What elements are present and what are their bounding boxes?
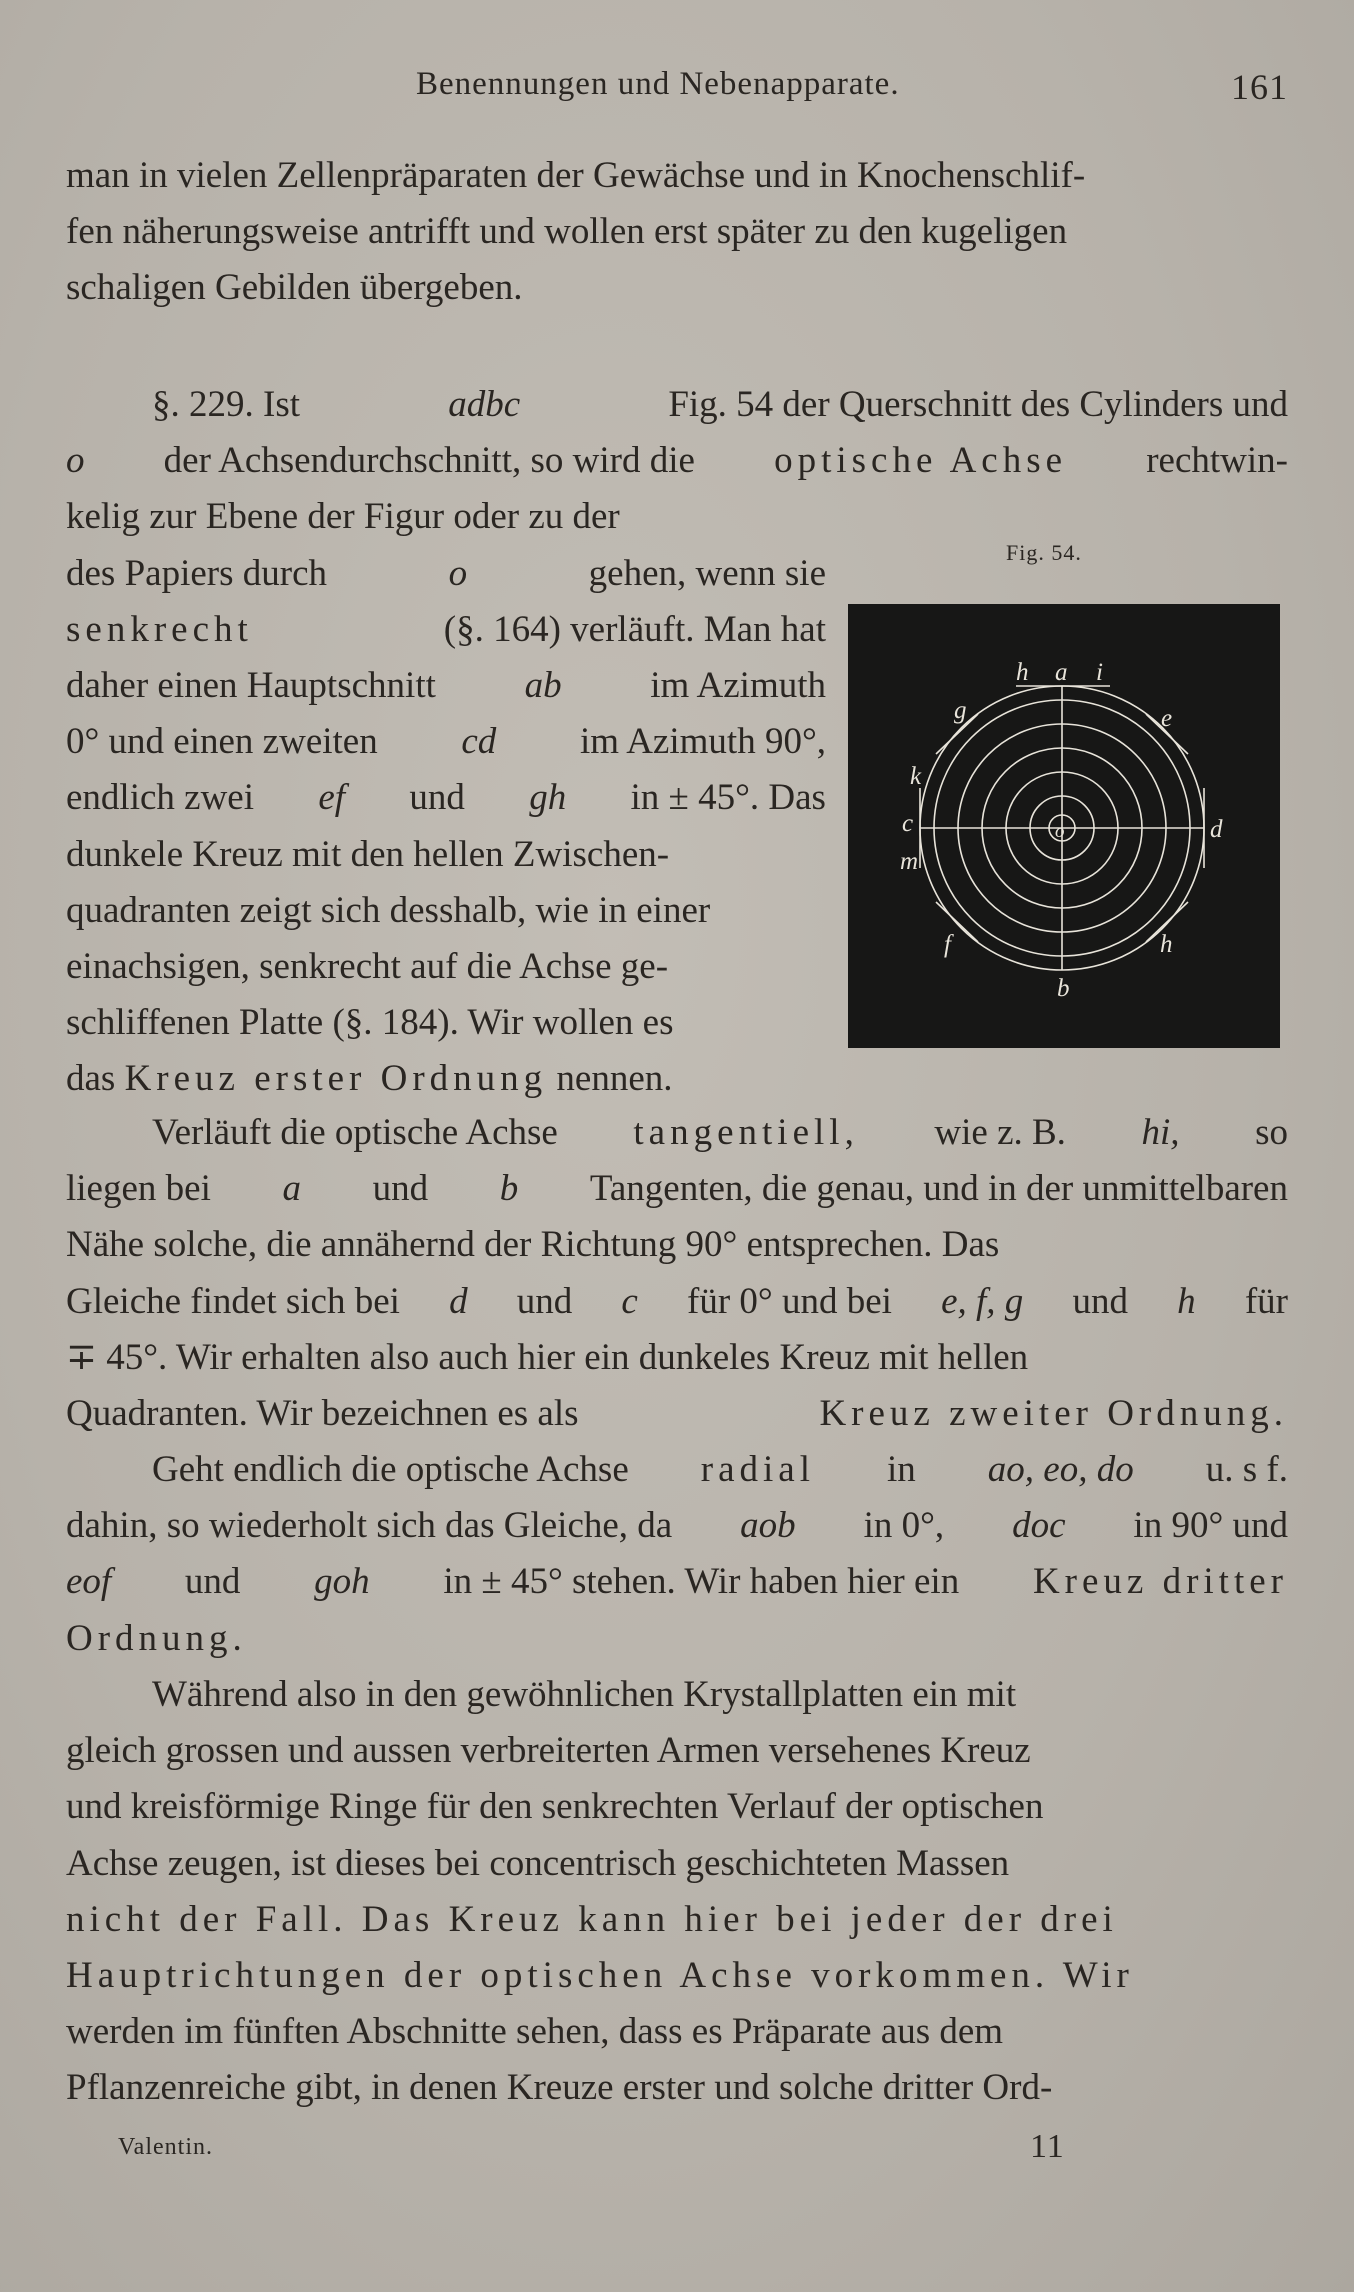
text-line: schliffenen Platte (§. 184). Wir wollen es xyxy=(66,1002,674,1044)
page-number: 161 xyxy=(1231,67,1288,107)
label-a: a xyxy=(1055,659,1068,686)
text-line: werden im fünften Abschnitte sehen, dass es Präparate aus dem xyxy=(66,2011,1004,2053)
running-header xyxy=(66,66,1288,116)
text-line: gleich grossen und aussen verbreiterten Armen versehenes Kreuz xyxy=(66,1730,1031,1772)
text-line: Gleiche findet sich bei d und c für 0° und bei e, f, g und h für xyxy=(66,1280,1288,1322)
text-line: Achse zeugen, ist dieses bei concentrisch geschichteten Massen xyxy=(66,1842,1010,1884)
text-line: fen näherungsweise antrifft und wollen erst später zu den kugeligen xyxy=(66,211,1068,253)
paragraph-1 xyxy=(66,148,1288,317)
text-line: man in vielen Zellenpräparaten der Gewächse und in Knochenschlif- xyxy=(66,155,1086,196)
text-line: Nähe solche, die annähernd der Richtung 90° entsprechen. Das xyxy=(66,1224,1000,1266)
label-o: o xyxy=(1055,821,1065,842)
label-e: e xyxy=(1161,705,1173,732)
running-title: Benennungen und Nebenapparate. xyxy=(416,66,900,102)
text-line: quadranten zeigt sich desshalb, wie in einer xyxy=(66,889,711,931)
text-line: daher einen Hauptschnitt ab im Azimuth xyxy=(66,664,826,706)
text-line: dahin, so wiederholt sich das Gleiche, da aob in 0°, doc in 90° und xyxy=(66,1505,1288,1547)
text-line: Während also in den gewöhnlichen Krystallplatten ein mit xyxy=(152,1674,1017,1715)
figure-54 xyxy=(848,604,1280,1048)
label-h-top: h xyxy=(1016,659,1029,686)
label-f: f xyxy=(944,931,951,958)
text-line: kelig zur Ebene der Figur oder zu der xyxy=(66,496,620,538)
text-line: senkrecht (§. 164) verläuft. Man hat xyxy=(66,608,826,650)
text-line: Ordnung. xyxy=(66,1617,247,1659)
text-line: und kreisförmige Ringe für den senkrechten Verlauf der optischen xyxy=(66,1786,1044,1828)
text-line: Verläuft die optische Achse tangentiell, wie z. B. hi, so xyxy=(152,1112,1288,1153)
page-footer xyxy=(118,2128,1118,2168)
paragraph-3 xyxy=(66,1105,1288,1442)
label-m: m xyxy=(900,848,919,875)
text-line: einachsigen, senkrecht auf die Achse ge- xyxy=(66,945,669,987)
figure-caption: Fig. 54. xyxy=(1006,540,1082,565)
label-d: d xyxy=(1210,816,1223,843)
text-line: dunkele Kreuz mit den hellen Zwischen- xyxy=(66,833,670,875)
text-line: Pflanzenreiche gibt, in denen Kreuze erster und solche dritter Ord- xyxy=(66,2067,1053,2109)
tangent-line-f xyxy=(936,902,978,942)
text-line: 0° und einen zweiten cd im Azimuth 90°, xyxy=(66,721,826,763)
label-h-bottom: h xyxy=(1160,931,1173,958)
paragraph-4 xyxy=(66,1442,1288,1667)
label-b: b xyxy=(1057,975,1070,1002)
label-g: g xyxy=(954,697,967,724)
text-line: das Kreuz erster Ordnung nennen. xyxy=(66,1058,673,1100)
label-i: i xyxy=(1096,659,1103,686)
text-line: o der Achsendurchschnitt, so wird die optische Achse rechtwin- xyxy=(66,440,1288,482)
text-line: eof und goh in ± 45° stehen. Wir haben hier ein Kreuz dritter xyxy=(66,1561,1288,1603)
text-line: Quadranten. Wir bezeichnen es als Kreuz zweiter Ordnung. xyxy=(66,1392,1288,1434)
text-line: nicht der Fall. Das Kreuz kann hier bei jeder der drei xyxy=(66,1898,1118,1940)
label-k: k xyxy=(910,763,922,790)
text-line: ∓ 45°. Wir erhalten also auch hier ein dunkeles Kreuz mit hellen xyxy=(66,1336,1029,1378)
concentric-rings-diagram xyxy=(848,604,1280,1048)
signature-number: 11 xyxy=(1030,2128,1065,2165)
text-line: endlich zwei ef und gh in ± 45°. Das xyxy=(66,777,826,819)
label-c: c xyxy=(902,810,914,837)
paragraph-5 xyxy=(66,1667,1288,2117)
text-line: des Papiers durch o gehen, wenn sie xyxy=(66,552,826,594)
text-line: Hauptrichtungen der optischen Achse vorkommen. Wir xyxy=(66,1954,1134,1996)
text-line: Geht endlich die optische Achse radial in ao, eo, do u. s f. xyxy=(152,1449,1288,1490)
signature-mark: Valentin. xyxy=(118,2134,213,2160)
text-line: schaligen Gebilden übergeben. xyxy=(66,267,523,309)
text-line: liegen bei a und b Tangenten, die genau, und in der unmittelbaren xyxy=(66,1168,1288,1210)
text-line: §. 229. Ist adbc Fig. 54 der Querschnitt des Cylinders und xyxy=(152,384,1288,425)
